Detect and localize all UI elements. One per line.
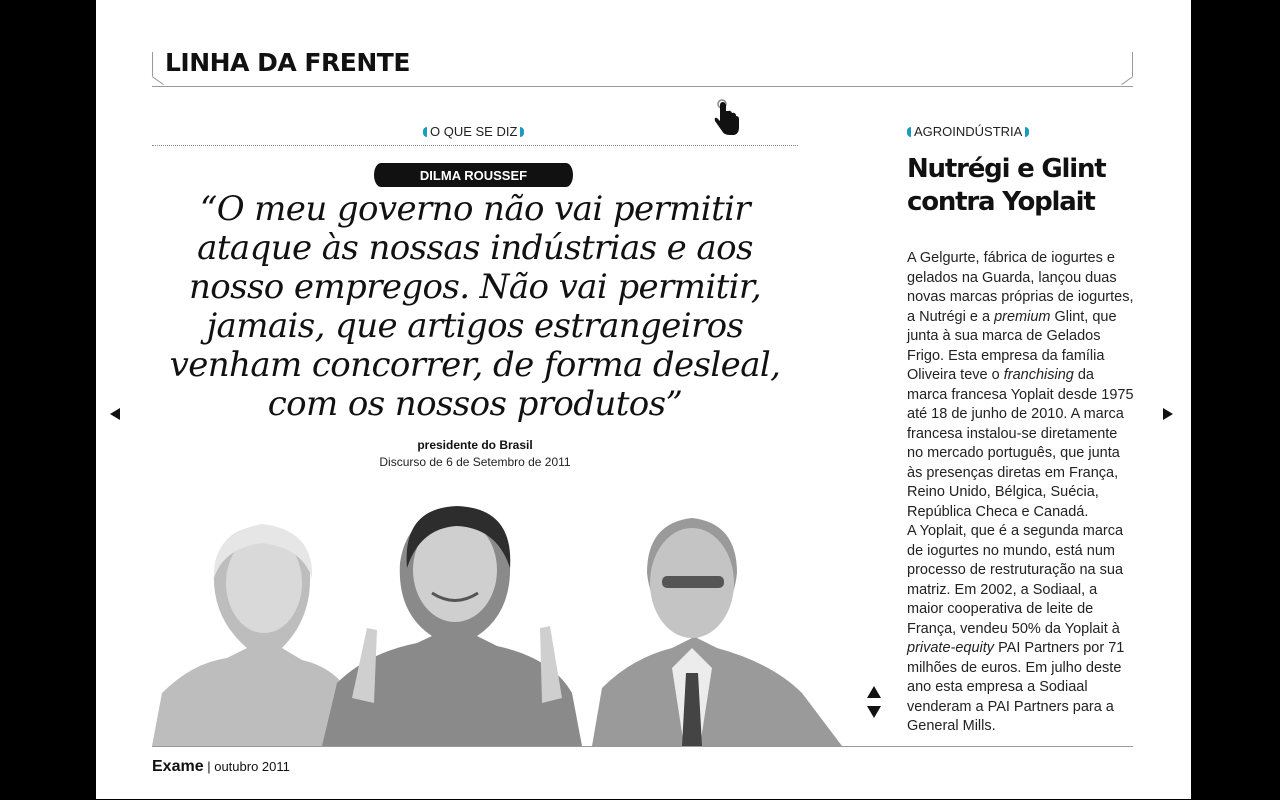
quote-kicker [423,124,524,139]
kicker-bracket-left [907,127,911,137]
sidebar-paragraph-1: A Gelgurte, fábrica de iogurtes e gelados na Guarda, lançou duas novas marcas próprias de iogurtes, a Nutrégi e a premium Glint, que junta à sua marca de Gelados Frigo. Esta empresa da família Oliveira teve o franchising da marca francesa Yoplait desde 1975 até 18 de junho de 2010. A marca francesa instalou-se diretamente no mercado português, que junta às presenças diretas em França, Reino Unido, Bélgica, Suécia, República Checa e Canadá. [907,250,1134,520]
footer-separator: | [207,759,215,774]
speaker-role: presidente do Brasil [417,438,533,452]
magazine-page [96,0,1191,799]
kicker-bracket-right [1025,127,1029,137]
portrait-center-dilma [322,506,582,746]
hand-pointer-cursor-icon [712,99,742,139]
header-corner-right [1121,76,1133,85]
sidebar-kicker-label: AGROINDÚSTRIA [914,124,1023,139]
scroll-up-down-icon[interactable] [865,684,883,724]
sidebar-article-body[interactable] [907,249,1135,734]
portraits-photo [152,498,852,746]
speaker-name-badge: DILMA ROUSSEF [374,163,573,187]
portrait-left-woman [152,524,357,746]
header-corner-left [152,76,164,85]
quote-kicker-label: O QUE SE DIZ [430,124,518,139]
pull-quote: “O meu governo não vai permitir ataque às nossas indústrias e aos nosso empregos. Não vai permitir, jamais, que artigos estrangeiros venham concorrer, de forma desleal, com os nossos produtos” [169,189,781,424]
magazine-name: Exame [152,758,204,775]
emphasis-text: premium [994,308,1051,325]
dotted-divider [152,145,798,146]
speech-date: Discurso de 6 de Setembro de 2011 [379,455,571,469]
sidebar-kicker [907,124,1029,139]
previous-page-arrow-icon[interactable] [110,408,120,420]
page-footer [152,758,290,776]
footer-rule [152,746,1133,747]
emphasis-text: private-equity [907,640,995,656]
sidebar-paragraph-2: A Yoplait, que é a segunda marca de iogurtes no mundo, está num processo de restruturação na sua matriz. Em 2002, a Sodiaal, a maior cooperativa de leite de França, vendeu 50% da Yoplait à private-equity PAI Partners por 71 milhões de euros. Em julho deste ano esta empresa a Sodiaal venderam a PAI Partners para a General Mills. [907,523,1125,734]
issue-date: outubro 2011 [214,759,290,774]
portrait-right-man [592,518,842,746]
emphasis-text: franchising [1003,367,1074,383]
sidebar-headline: Nutrégi e Glint contra Yoplait [907,154,1106,217]
section-title: LINHA DA FRENTE [165,48,410,77]
next-page-arrow-icon[interactable] [1163,408,1173,420]
kicker-bracket-right [520,127,524,137]
kicker-bracket-left [423,127,427,137]
